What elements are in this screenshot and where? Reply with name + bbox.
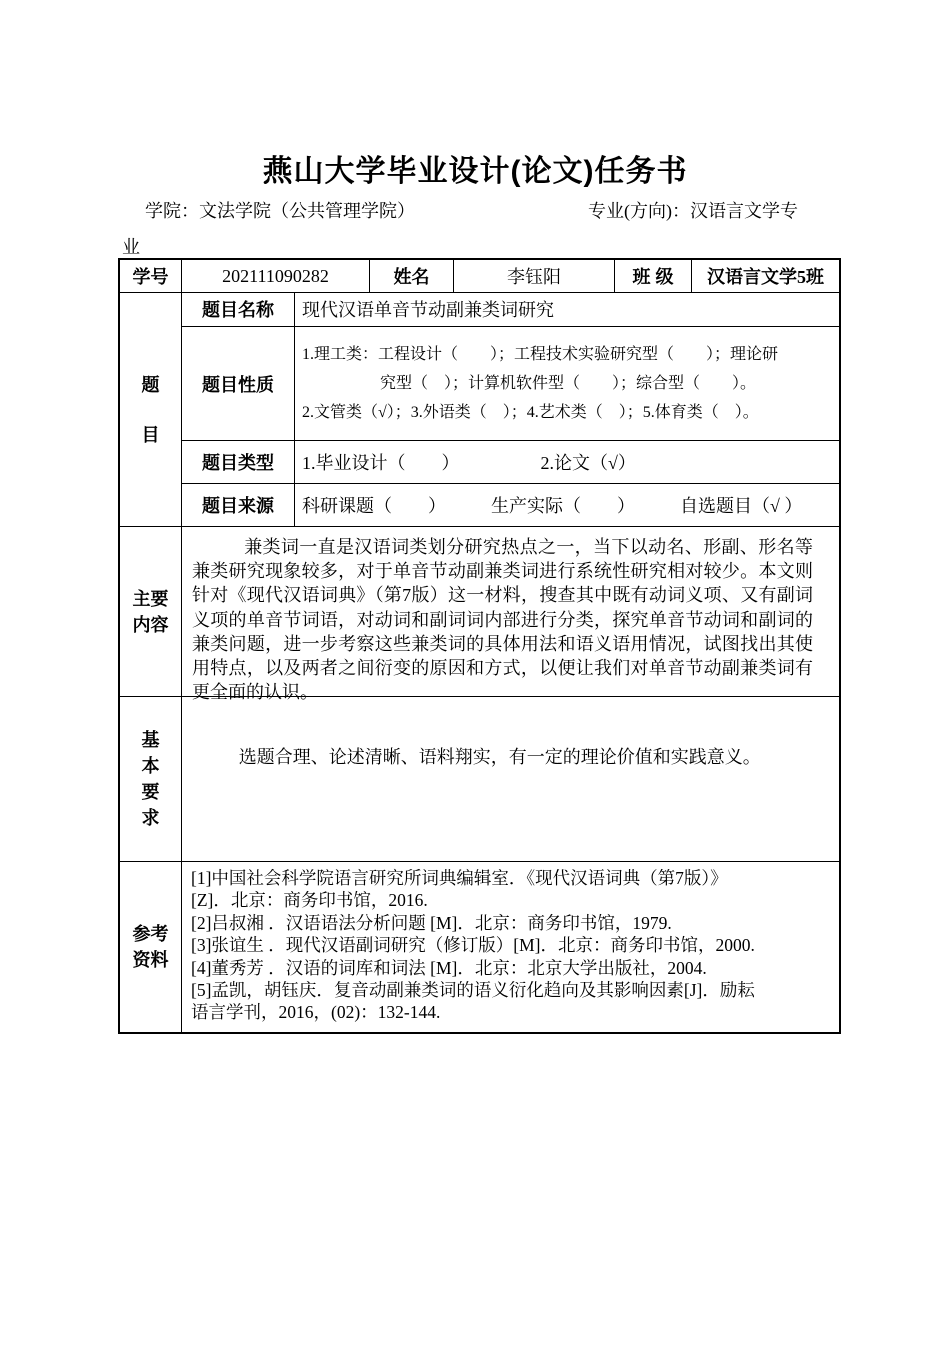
class-label: 班 级 xyxy=(615,260,692,292)
requirements-side-label xyxy=(120,697,182,861)
references-side-label-line: 资料 xyxy=(132,950,169,970)
nature-line-3: 2.文管类（√）；3.外语类（ ）；4.艺术类（ ）；5.体育类（ ）。 xyxy=(302,404,759,422)
topic-section xyxy=(120,293,839,527)
name-value: 李钰阳 xyxy=(454,260,615,292)
document-title: 燕山大学毕业设计(论文)任务书 xyxy=(262,155,688,188)
main-content-side-label-line: 主要 xyxy=(132,588,169,609)
major-line-wrap: 业 xyxy=(122,237,140,257)
main-content-side-label xyxy=(120,527,182,696)
references-side-label xyxy=(120,862,182,1032)
student-info-row xyxy=(120,260,839,293)
topic-type-label: 题目类型 xyxy=(182,441,295,483)
main-content-section xyxy=(120,527,839,703)
references-list-line: [Z]．北京：商务印书馆，2016. xyxy=(191,890,428,911)
topic-nature-row xyxy=(182,327,839,442)
references-list xyxy=(182,862,839,1032)
topic-source-value: 科研课题（ ） 生产实际（ ） 自选题目（√ ） xyxy=(302,496,803,517)
topic-side-label-line: 题 xyxy=(141,374,160,395)
requirements-section xyxy=(120,697,839,862)
topic-type-value: 1.毕业设计（ ） 2.论文（√） xyxy=(302,453,636,474)
nature-line-1: 1.理工类：工程设计（ ）；工程技术实验研究型（ ）；理论研 xyxy=(302,346,779,364)
topic-side-label-line: 目 xyxy=(141,424,160,445)
topic-source-row xyxy=(182,484,839,526)
topic-name-label: 题目名称 xyxy=(182,293,295,326)
topic-side-label xyxy=(120,293,182,526)
topic-subtable xyxy=(182,293,839,526)
class-value: 汉语言文学5班 xyxy=(707,267,824,287)
references-list-line: [3]张谊生 ．现代汉语副词研究（修订版）[M]．北京：商务印书馆，2000. xyxy=(191,935,755,956)
references-list-line: [4]董秀芳 ．汉语的词库和词法 [M]．北京：北京大学出版社，2004. xyxy=(191,957,707,978)
student-id-label: 学号 xyxy=(120,260,182,292)
college-line: 学院：文法学院（公共管理学院） xyxy=(145,201,415,221)
main-content-side-label-line: 内容 xyxy=(132,614,169,635)
main-content-cell xyxy=(182,527,839,703)
topic-type-row xyxy=(182,441,839,484)
requirements-side-label-line: 求 xyxy=(141,808,160,828)
topic-nature-value xyxy=(295,327,839,441)
topic-source-label: 题目来源 xyxy=(182,484,295,526)
requirements-side-label-line: 本 xyxy=(141,756,160,776)
name-label: 姓名 xyxy=(370,260,454,292)
requirements-side-label-line: 基 xyxy=(141,730,160,750)
student-id-value: 202111090282 xyxy=(182,260,370,292)
references-section xyxy=(120,862,839,1032)
references-list-line: [1]中国社会科学院语言研究所词典编辑室．《现代汉语词典（第7版）》 xyxy=(191,868,728,888)
topic-nature-label: 题目性质 xyxy=(182,327,295,441)
nature-line-2: 究型（ ）；计算机软件型（ ）；综合型（ ）。 xyxy=(379,375,756,393)
requirements-side-label-line: 要 xyxy=(141,782,160,802)
references-list-line: 语言学刊，2016，(02)：132-144. xyxy=(191,1002,441,1023)
requirements-text: 选题合理、论述清晰、语料翔实，有一定的理论价值和实践意义。 xyxy=(238,747,761,767)
references-list-line: [2]吕叔湘 ．汉语语法分析问题 [M]．北京：商务印书馆，1979. xyxy=(191,912,672,933)
main-content-text: 兼类词一直是汉语词类划分研究热点之一，当下以动名、形副、形名等兼类研究现象较多，对于单音节动副兼类词进行系统性研究相对较少。本文则针对《现代汉语词典》（第7版）这一材料，搜查其中既有动词义项、又有副词义项的单音节词语，对动词和副词词内部进行分类，探究单音节动词和副词的兼类问题，进一步考察这些兼类词的具体用法和语义语用情况，试图找出其使用特点，以及两者之间衍变的原因和方式，以便让我们对单音节动副兼类词有更全面的认识。 xyxy=(192,537,813,703)
task-form-table xyxy=(118,258,841,1034)
topic-name-row xyxy=(182,293,839,327)
major-line: 专业(方向)：汉语言文学专 xyxy=(588,201,798,221)
references-list-line: [5]孟凯，胡钰庆．复音动副兼类词的语义衍化趋向及其影响因素[J]．励耘 xyxy=(191,980,755,1001)
requirements-cell xyxy=(182,697,839,861)
topic-name-value: 现代汉语单音节动副兼类词研究 xyxy=(302,300,554,321)
references-side-label-line: 参考 xyxy=(132,924,169,944)
